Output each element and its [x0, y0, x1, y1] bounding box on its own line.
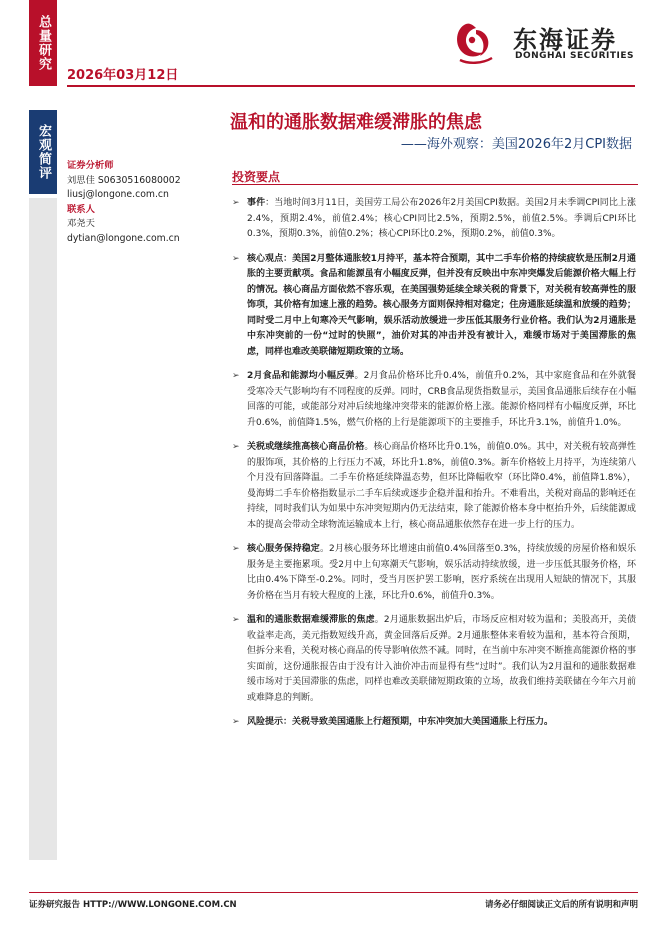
footer-website[interactable]: 证券研究报告 HTTP://WWW.LONGONE.COM.CN: [29, 900, 237, 910]
contact-name: 邓尧天: [67, 218, 95, 229]
company-name-en: DONGHAI SECURITIES: [515, 51, 634, 61]
key-point-core-view: [232, 252, 636, 361]
analyst-info: [67, 159, 217, 246]
key-point-core-services: [232, 542, 636, 604]
arrow-bullet-icon: ➢: [232, 442, 240, 452]
analyst-name: 刘思佳 S0630516080002: [67, 174, 181, 186]
point-lead: 温和的通胀数据难缓滞胀的焦虑: [247, 615, 375, 625]
report-title: 温和的通胀数据难缓滞胀的焦虑: [230, 112, 482, 133]
key-point-core-goods: [232, 440, 636, 533]
point-text: 。2月核心服务环比增速由前值0.4%回落至0.3%，持续放缓的房屋价格和娱乐服务是主要拖累项。受2月中上旬寒潮天气影响，娱乐活动持续放缓，进一步压低其服务价格，环比由0.4%下降至-0.2%。同时，受当月医护罢工影响，医疗系统在出现用人短缺的情况下，其服务价格在当月有较大程度的上涨，环比升0.6%，前值升0.3%。: [247, 544, 636, 601]
point-text: 。2月通胀数据出炉后，市场反应相对较为温和；美股高开，美债收益率走高，美元指数短线升高，黄金回落后反弹。2月通胀整体来看较为温和，基本符合预期，但拆分来看，关税对核心商品的传导影响依然不减。同时，在当前中东冲突不断推高能源价格的事实面前，这份通胀报告由于没有计入油价冲击而显得有些“过时”。我们认为2月温和的通胀数据难缓市场对于美国滞胀的焦虑，同样也难改美联储短期政策的立场，故我们维持美联储在今年六月前或难降息的判断。: [247, 615, 636, 703]
arrow-bullet-icon: ➢: [232, 371, 240, 381]
company-name-cn: 东海证券: [513, 26, 617, 54]
point-text: 。核心商品价格环比升0.1%，前值0.0%。其中，对关税有较高弹性的服饰项，其价格的上行压力不减，环比升1.8%，前值0.3%。新车价格较上月持平，为连续第八个月没有回落降温。二手车价格延续降温态势，但环比降幅收窄（环比降0.4%，前值降1.8%），曼海姆二手车价格指数显示二手车后续或逐步企稳并温和抬升。不难看出，关税对商品的影响还在持续，同时我们认为如果中东冲突短期内仍无法结束，除了能源价格本身中枢抬升外，后续能源成本的提高会带动全球物流运输成本上行，核心商品通胀依然存在进一步上行的压力。: [247, 442, 636, 530]
point-lead: 核心服务保持稳定: [247, 544, 320, 554]
contact-label: 联系人: [67, 203, 95, 215]
arrow-bullet-icon: ➢: [232, 198, 240, 208]
footer-divider: [29, 892, 638, 893]
point-text: ：当地时间3月11日，美国劳工局公布2026年2月美国CPI数据。美国2月未季调CPI同比上涨2.4%，预期2.4%，前值2.4%；核心CPI同比2.5%，预期2.5%，前值2.5%。季调后CPI环比0.3%，预期0.3%，前值0.2%；核心CPI环比0.2%，预期0.2%，前值0.3%。: [247, 198, 636, 239]
section-title: 投资要点: [232, 170, 281, 184]
analyst-label: 证券分析师: [67, 160, 114, 171]
key-point-conclusion: [232, 613, 636, 706]
report-type-tab: 宏观简评: [29, 110, 57, 194]
contact-email[interactable]: dytian@longone.com.cn: [67, 232, 180, 244]
report-category-tab: 总量研究: [29, 0, 57, 86]
point-lead: 2月食品和能源均小幅反弹: [247, 371, 355, 381]
footer-disclaimer: 请务必仔细阅读正文后的所有说明和声明: [484, 900, 638, 910]
section-divider: [232, 184, 638, 185]
arrow-bullet-icon: ➢: [232, 717, 240, 727]
header-divider: [67, 85, 635, 87]
key-point-food-energy: [232, 369, 636, 431]
key-point-risk: [232, 715, 636, 731]
point-lead: 关税或继续推高核心商品价格: [247, 442, 365, 452]
arrow-bullet-icon: ➢: [232, 253, 240, 264]
point-lead: 核心观点：美国2月整体通胀较1月持平，基本符合预期，其中二手车价格的持续疲软是压制2月通胀的主要贡献项。食品和能源虽有小幅度反弹，但并没有反映出中东冲突爆发后能源价格大幅上行的情况。核心商品方面依然不容乐观，在美国强势延续全球关税的背景下，对关税有较高弹性的服饰项，其价格有加速上涨的趋势。核心服务方面则保持相对稳定；住房通胀延续温和放缓的趋势；同时受二月中上旬寒冷天气影响，娱乐活动放缓进一步压低其服务行业价格。我们认为2月通胀是中东冲突前的一份“过时的快照”，油价对其的冲击并没有被计入，难缓市场对于美国滞胀的焦虑，同样也难改美联储短期政策的立场。: [247, 253, 636, 357]
point-lead: 事件: [247, 198, 266, 208]
report-subtitle: ——海外观察：美国2026年2月CPI数据: [400, 137, 632, 152]
arrow-bullet-icon: ➢: [232, 544, 240, 554]
sidebar-decoration: [29, 198, 57, 860]
arrow-bullet-icon: ➢: [232, 615, 240, 625]
point-text: 。2月食品价格环比升0.4%，前值升0.2%，其中家庭食品和在外就餐受寒冷天气影响均有不同程度的反弹。同时，CRB食品现货指数显示，美国食品通胀后续存在小幅回落的可能，或能部分对冲后续地缘冲突带来的能源价格上涨。能源价格同样有小幅度反弹，环比升0.6%，前值降1.5%，燃气价格的上行是能源项下的主要推手，环比升3.1%，前值升1.0%。: [247, 371, 636, 428]
analyst-email[interactable]: liusj@longone.com.cn: [67, 189, 169, 200]
key-point-event: [232, 196, 636, 243]
key-points-list: [232, 196, 636, 740]
report-date: 2026年03月12日: [67, 68, 179, 83]
point-lead: 风险提示：关税导致美国通胀上行超预期，中东冲突加大美国通胀上行压力。: [247, 717, 554, 727]
